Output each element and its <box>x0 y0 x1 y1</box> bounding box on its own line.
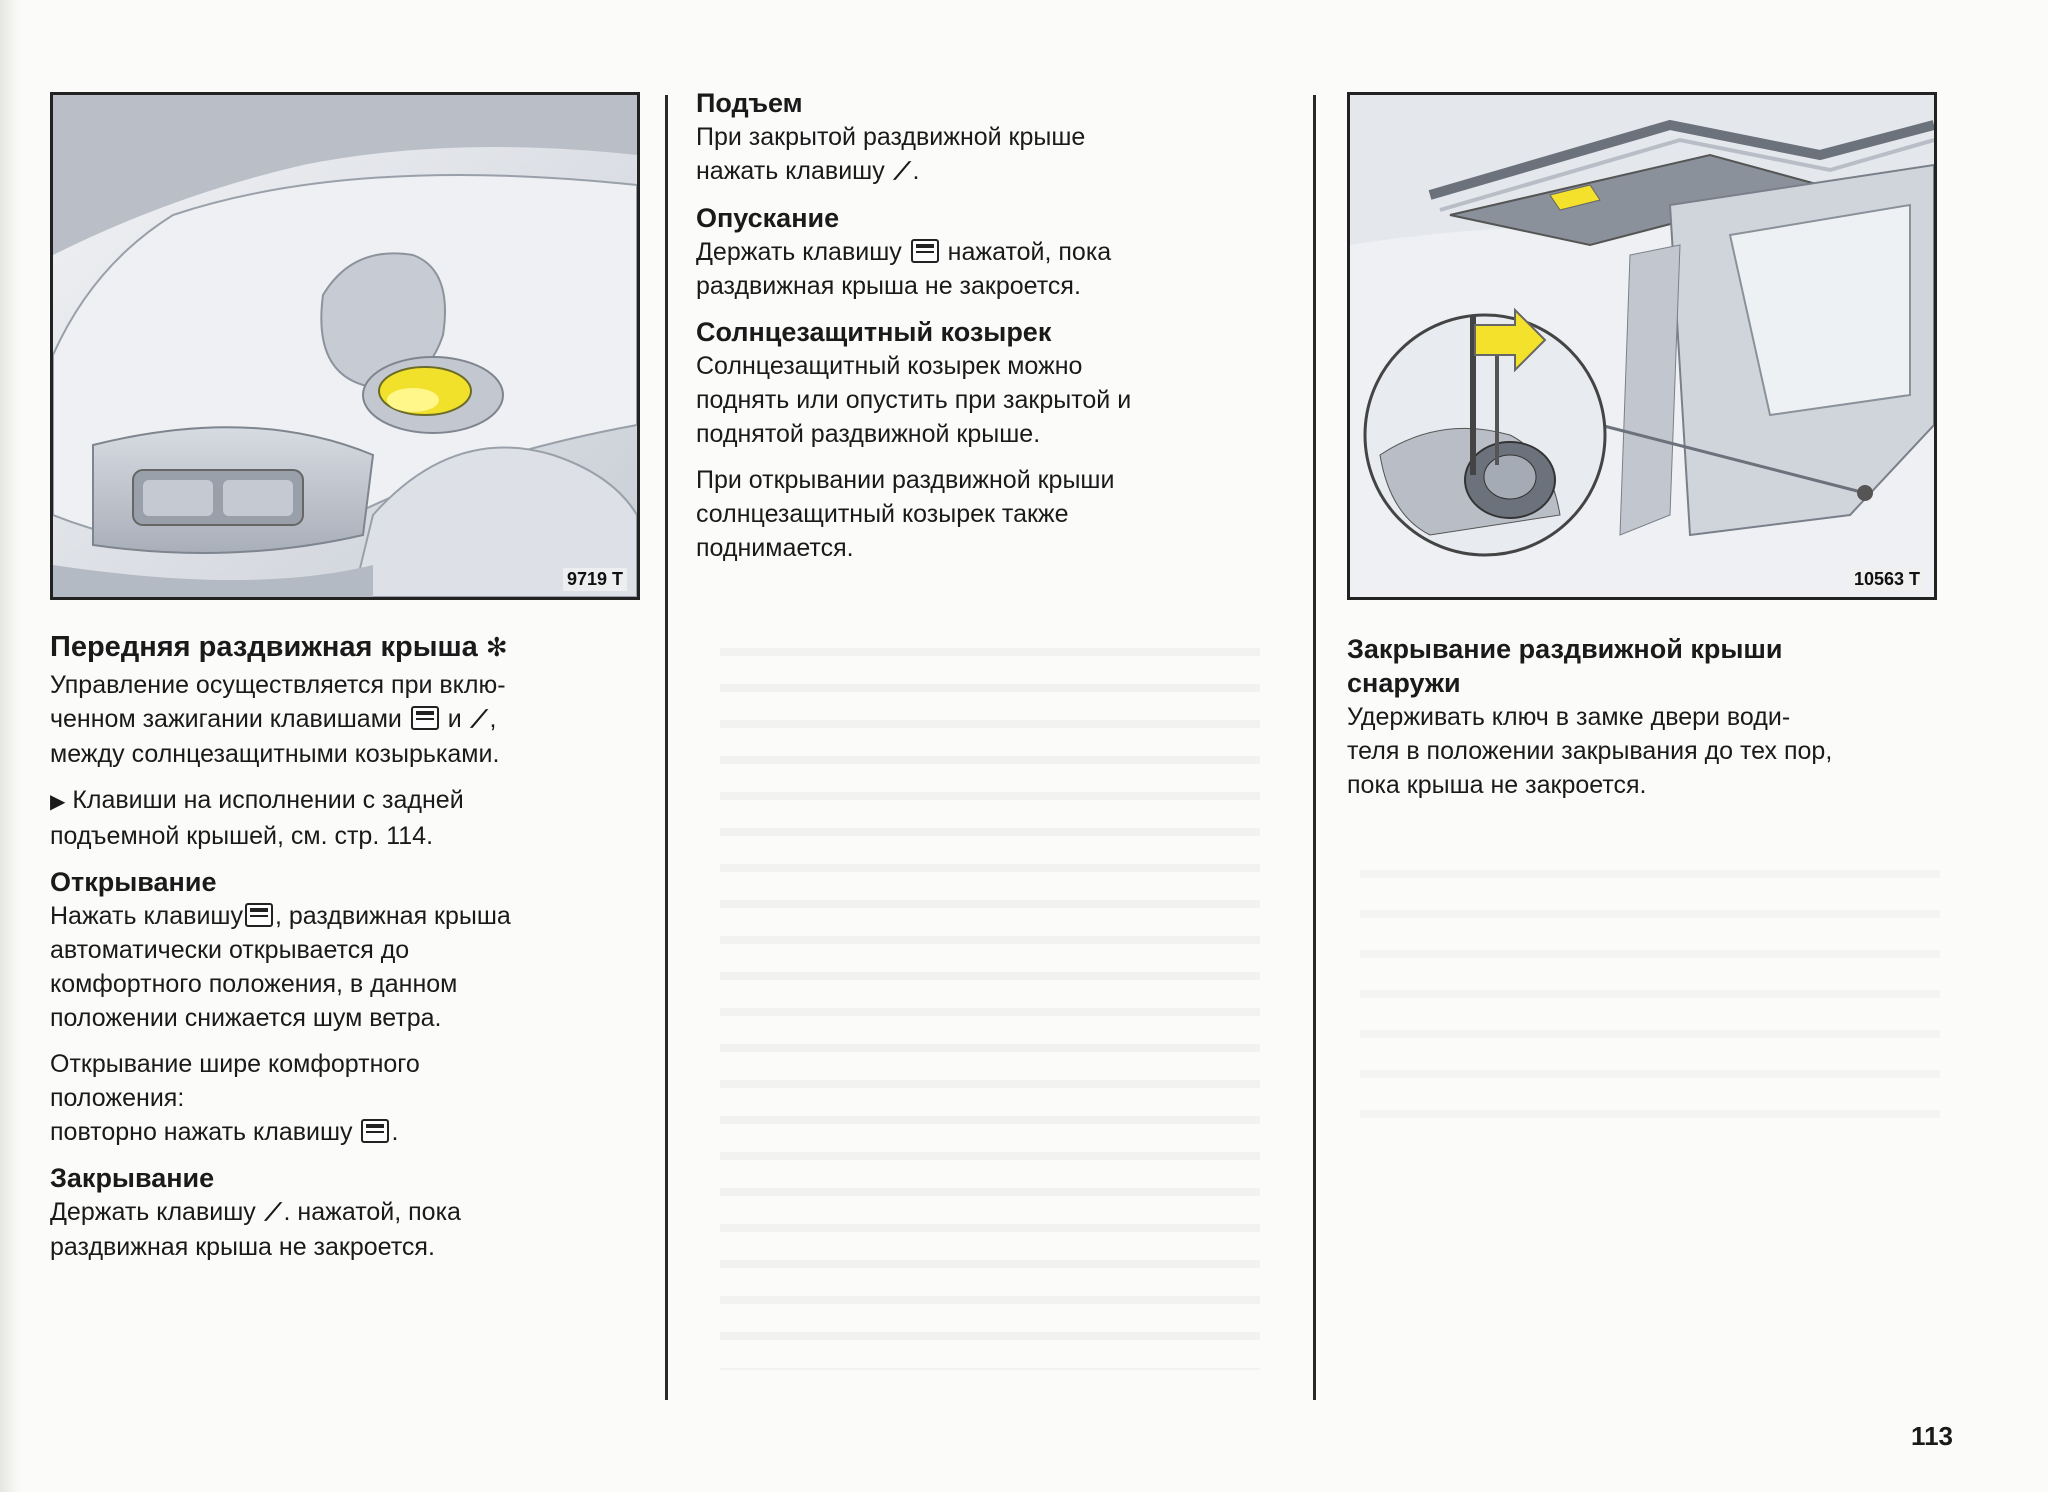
sunroof-tilt-key-icon: ⟋ <box>264 1199 282 1226</box>
sun-visor-section: Солнцезащитный козырек Солнцезащитный козырек можно поднять или опустить при закрытой и поднятой раздвижной крыше. <box>696 315 1296 451</box>
column-divider-1 <box>665 95 668 1400</box>
reverse-page-showthrough <box>1360 850 1940 1150</box>
intro-paragraph: Управление осуществляется при вклю- ченном зажигании клавишами и ⟋, между солнцезащитными козырьками. <box>50 671 506 768</box>
lower-section: Опускание Держать клавишу нажатой, пока раздвижная крыша не закроется. <box>696 201 1296 303</box>
triangle-bullet-icon: ▶ <box>50 791 66 813</box>
column-front-sunroof <box>50 630 650 1276</box>
subheading: Закрывание раздвижной крыши <box>1347 634 1783 664</box>
car-roof-illustration <box>1350 95 1934 597</box>
sunroof-open-key-icon <box>411 706 439 730</box>
ignition-sun-icon: ✻ <box>485 632 508 662</box>
close-from-outside-section: Закрывание раздвижной крыши снаружи Удерживать ключ в замке двери води- теля в положении закрывания до тех пор, пока крыша не закроется. <box>1347 632 1967 802</box>
sunroof-open-key-icon <box>361 1119 389 1143</box>
figure-overhead-console <box>50 92 640 600</box>
note-paragraph: ▶ Клавиши на исполнении с задней подъемной крышей, см. стр. 114. <box>50 786 464 850</box>
subheading: Закрывание <box>50 1163 215 1193</box>
opening-section: Открывание Нажать клавишу , раздвижная крыша автоматически открывается до комфортного положения, в данном положении снижается шум ветра. <box>50 865 650 1035</box>
figure-label: 9719 T <box>563 568 627 591</box>
sunroof-open-key-icon <box>911 239 939 263</box>
section-title: Передняя раздвижная крыша ✻ <box>50 631 508 663</box>
column-close-from-outside <box>1347 632 1967 814</box>
sunroof-open-key-icon <box>245 903 273 927</box>
raise-section: Подъем При закрытой раздвижной крыше нажать клавишу ⟋. <box>696 86 1296 189</box>
closing-section: Закрывание Держать клавишу ⟋. нажатой, пока раздвижная крыша не закроется. <box>50 1161 650 1264</box>
sun-visor-note: При открывании раздвижной крыши солнцезащитный козырек также поднимается. <box>696 466 1115 562</box>
column-divider-2 <box>1313 95 1316 1400</box>
page-number: 113 <box>1911 1421 1953 1451</box>
subheading: Подъем <box>696 88 803 118</box>
subheading: Открывание <box>50 867 217 897</box>
page-binding-edge <box>0 0 22 1492</box>
subheading: снаружи <box>1347 668 1461 698</box>
wider-opening-paragraph: Открывание шире комфортного положения: повторно нажать клавишу . <box>50 1050 420 1146</box>
figure-label: 10563 T <box>1850 568 1924 591</box>
figure-car-roof-exterior <box>1347 92 1937 600</box>
reverse-page-showthrough <box>720 630 1260 1370</box>
sunroof-tilt-key-icon: ⟋ <box>893 158 911 185</box>
subheading: Опускание <box>696 203 840 233</box>
sunroof-tilt-key-icon: ⟋ <box>470 706 488 733</box>
overhead-console-illustration <box>53 95 637 597</box>
subheading: Солнцезащитный козырек <box>696 317 1052 347</box>
column-tilt-and-visor <box>696 86 1296 577</box>
